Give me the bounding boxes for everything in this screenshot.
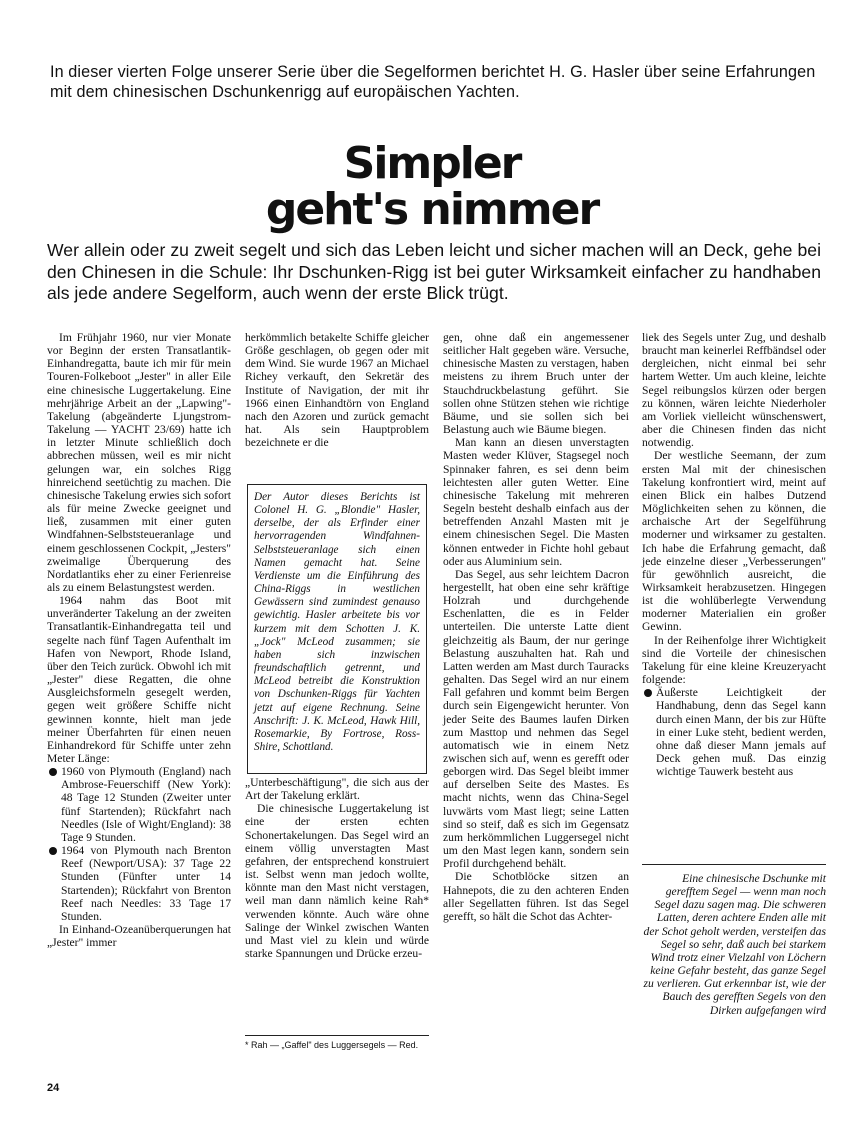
- headline-line-1: Simpler: [343, 138, 521, 189]
- column-1: [47, 331, 231, 949]
- paragraph: Man kann an diesen unverstagten Masten weder Klüver, Stagsegel noch Spinnaker fahren, es sei denn beim leichtesten aller guten Wetter. Eine chinesische Takelung mit mehreren Segeln besteht deshalb einfach aus der betreffenden Anzahl Masten mit je einem chinesischen Segel. Die Masten können entweder in Fichte hohl gebaut oder aus Aluminium sein.: [443, 436, 629, 568]
- lead-paragraph: Wer allein oder zu zweit segelt und sich das Leben leicht und sicher machen will an Deck, gehe bei den Chinesen in die Schule: Ihr Dschunken-Rigg ist bei guter Wirksamkeit einfacher zu handhaben als jede andere Segelform, auch wenn der erste Blick trügt.: [47, 240, 821, 303]
- paragraph: Im Frühjahr 1960, nur vier Monate vor Beginn der ersten Transatlantik-Einhandregatta, baute ich mir für mein Touren-Folkeboot „Jester" in aller Eile eine chinesische Luggertakelung. Eine mehrjährige Arbeit an der „Lapwing"-Takelung (abgeänderte Ljungstrom-Takelung — YACHT 23/69) hatte ich in letzter Minute schließlich doch abbrechen müssen, weil es mir nicht gelungen war, ein solches Rigg hinreichend seetüchtig zu machen. Die chinesische Takelung erwies sich sofort als für meine Zwecke geeignet und ließ, zusammen mit einer guten Windfahnen-Selbststeueranlage und einem geschlossenen Cockpit, „Jesters" zweimalige Überquerung des Nordatlantiks eher zu einer Ferienreise als zu einem Belastungstest werden.: [47, 331, 231, 594]
- caption-divider: [642, 864, 826, 865]
- bullet-item: Äußerste Leichtigkeit der Handhabung, denn das Segel kann durch einen Mann, der bis zur Hüfte in einer Luke steht, bedient werden, ohne daß dieser Mann jemals auf Deck gehen muß. Das einzig wichtige Tauwerk besteht aus: [642, 686, 826, 778]
- page-number: 24: [47, 1082, 60, 1094]
- paragraph: herkömmlich betakelte Schiffe gleicher Größe geschlagen, ob gegen oder mit dem Wind. Sie wurde 1967 an Michael Richey verkauft, den Sekretär des Institute of Navigation, der mit ihr 1966 einen Einhandtörn von England nach den Azoren und zurück gemacht hat. Als sein Hauptproblem bezeichnete er die: [245, 331, 429, 450]
- paragraph: liek des Segels unter Zug, und deshalb braucht man keinerlei Reffbändsel oder dergleichen, nicht einmal bei sehr hartem Wetter. Um auch kleine, leichte Segel reibungslos kürzen oder bergen zu können, wären leichte Niederholer am Vorliek vielleicht wünschenswert, aber die Chinesen finden das nicht notwendig.: [642, 331, 826, 450]
- paragraph: Die chinesische Luggertakelung ist eine der ersten echten Schonertakelungen. Das Segel wird an einem völlig unverstagten Mast gefahren, der entsprechend konstruiert ist. Selbst wenn man jedoch wollte, könnte man den Mast nicht verstagen, weil man dann nämlich keine Rah* verwenden könnte. Auch wäre ohne Salinge der Winkel zwischen Wanten und Mast viel zu klein und würde starke Spannungen und Drücke erzeu-: [245, 802, 429, 961]
- bullet-item: 1964 von Plymouth nach Brenton Reef (Newport/USA): 37 Tage 22 Stunden (Fünfter unter 14 Startenden); Rückfahrt von Brenton Reef nach Needles: 33 Tage 17 Stunden.: [47, 844, 231, 923]
- kicker: In dieser vierten Folge unserer Serie über die Segelformen berichtet H. G. Hasler über seine Erfahrungen mit dem chinesischen Dschunkenrigg auf europäischen Yachten.: [50, 63, 816, 101]
- column-2: [245, 331, 429, 449]
- caption-text: Eine chinesische Dschunke mit gerefftem Segel — wenn man noch Segel dazu sagen mag. Die schweren Latten, deren achtere Enden alle mit der Schot geholt werden, versteifen das Segel so sehr, daß auch bei starkem Wind trotz einer Vielzahl von Löchern keine Gefahr besteht, das ganze Segel zu verlieren. Gut erkennbar ist, wie der Bauch des gerefften Segels von den Dirken aufgefangen wird: [643, 872, 826, 1017]
- column-4: [642, 331, 826, 778]
- paragraph: gen, ohne daß ein angemessener seitlicher Halt gegeben wäre. Versuche, chinesische Masten zu verstagen, haben meistens zu ihrem Bruch unter der Stauchdruckbelastung geführt. Sie sollen ohne Stützen stehen wie richtige Bäume, und sie sollen sich bei Belastung auch wie Bäume biegen.: [443, 331, 629, 437]
- column-3: [443, 331, 629, 923]
- paragraph: Die Schotblöcke sitzen an Hahnepots, die zu den achteren Enden aller Segellatten führen. Ist das Segel gerefft, so hält die Schot das Achter-: [443, 870, 629, 923]
- paragraph: 1964 nahm das Boot mit unveränderter Takelung an der zweiten Transatlantik-Einhandregatta teil und segelte nach fünf Tagen Aufenthalt im Hafen von Newport, Rhode Island, über den Teich zurück. Obwohl ich mit „Jester" diese Regatten, die ohne Ausgleichsformeln gesegelt werden, gegen weit größere Schiffe nicht gewinnen konnte, hielt man jede meiner Überfahrten für einen neuen Einhandrekord für Schiffe unter zehn Meter Länge:: [47, 594, 231, 765]
- headline-line-2: geht's nimmer: [265, 184, 599, 235]
- column-2-lower: [245, 776, 429, 960]
- paragraph: Das Segel, aus sehr leichtem Dacron hergestellt, hat oben eine sehr kräftige Holzrah und durchgehende Eschenlatten, die es in Felder unterteilen. Die unterste Latte dient gleichzeitig als Baum, der nur geringe Belastung auszuhalten hat. Rah und Latten werden am Mast durch Tauracks gehalten. Das Segel wird an nur einem Fall gefahren und kommt beim Bergen durch sein Eigengewicht herunter. Von jeder Seite des Baumes laufen Dirken zum Masttop und nehmen das Segel automatisch wie in einem Netz zwischen sich auf, wenn es gerefft oder geborgen wird. Das Segel bleibt immer auf derselben Seite des Mastes. Es macht nichts, wenn das China-Segel luvwärts vom Mast liegt; seine Latten sind so steif, daß es sich im Gegensatz zum herkömmlichen Luggersegel nicht um den Mast legen kann, sondern sein Profil durchgehend behält.: [443, 567, 629, 871]
- paragraph: Der westliche Seemann, der zum ersten Mal mit der chinesischen Takelung konfrontiert wird, meint auf einen Blick ein halbes Dutzend Möglichkeiten sehen zu können, die archaische Art der Segelführung moderner und wirksamer zu gestalten. Ich habe die Erfahrung gemacht, daß jede einzelne dieser „Verbesserungen" für gewöhnlich ausreicht, die Wirksamkeit herabzusetzen. Hingegen ist die wohlüberlegte Verwendung moderner Materialien ein großer Gewinn.: [642, 449, 826, 634]
- bullet-item: 1960 von Plymouth (England) nach Ambrose-Feuerschiff (New York): 48 Tage 12 Stunden (Zweiter unter fünf Startenden); Rückfahrt nach Needles (Isle of Wight/England): 38 Tage 9 Stunden.: [47, 765, 231, 844]
- photo-caption: [642, 872, 826, 1017]
- paragraph: In Einhand-Ozeanüberquerungen hat „Jester" immer: [47, 923, 231, 950]
- paragraph: In der Reihenfolge ihrer Wichtigkeit sind die Vorteile der chinesischen Takelung für eine kleine Kreuzeryacht folgende:: [642, 633, 826, 687]
- paragraph: „Unterbeschäftigung", die sich aus der Art der Takelung erklärt.: [245, 776, 429, 803]
- footnote: * Rah — „Gaffel" des Luggersegels — Red.: [245, 1035, 429, 1051]
- author-info-box: Der Autor dieses Berichts ist Colonel H. G. „Blondie" Hasler, derselbe, der als Erfinder einer hervorragenden Windfahnen-Selbststeueranlage sich einen Namen gemacht hat. Seine Verdienste um die Einführung des China-Riggs in westlichen Gewässern sind zumindest genauso gewichtig. Hasler arbeitete bis vor kurzem mit dem Schotten J. K. „Jock" McLeod zusammen; sie haben sich inzwischen freundschaftlich getrennt, und McLeod betreibt die Konstruktion von Dschunken-Riggs für Yachten jetzt auf eigene Rechnung. Seine Anschrift: J. K. McLeod, Hawk Hill, Rosemarkie, By Fortrose, Ross-Shire, Schottland.: [247, 484, 427, 774]
